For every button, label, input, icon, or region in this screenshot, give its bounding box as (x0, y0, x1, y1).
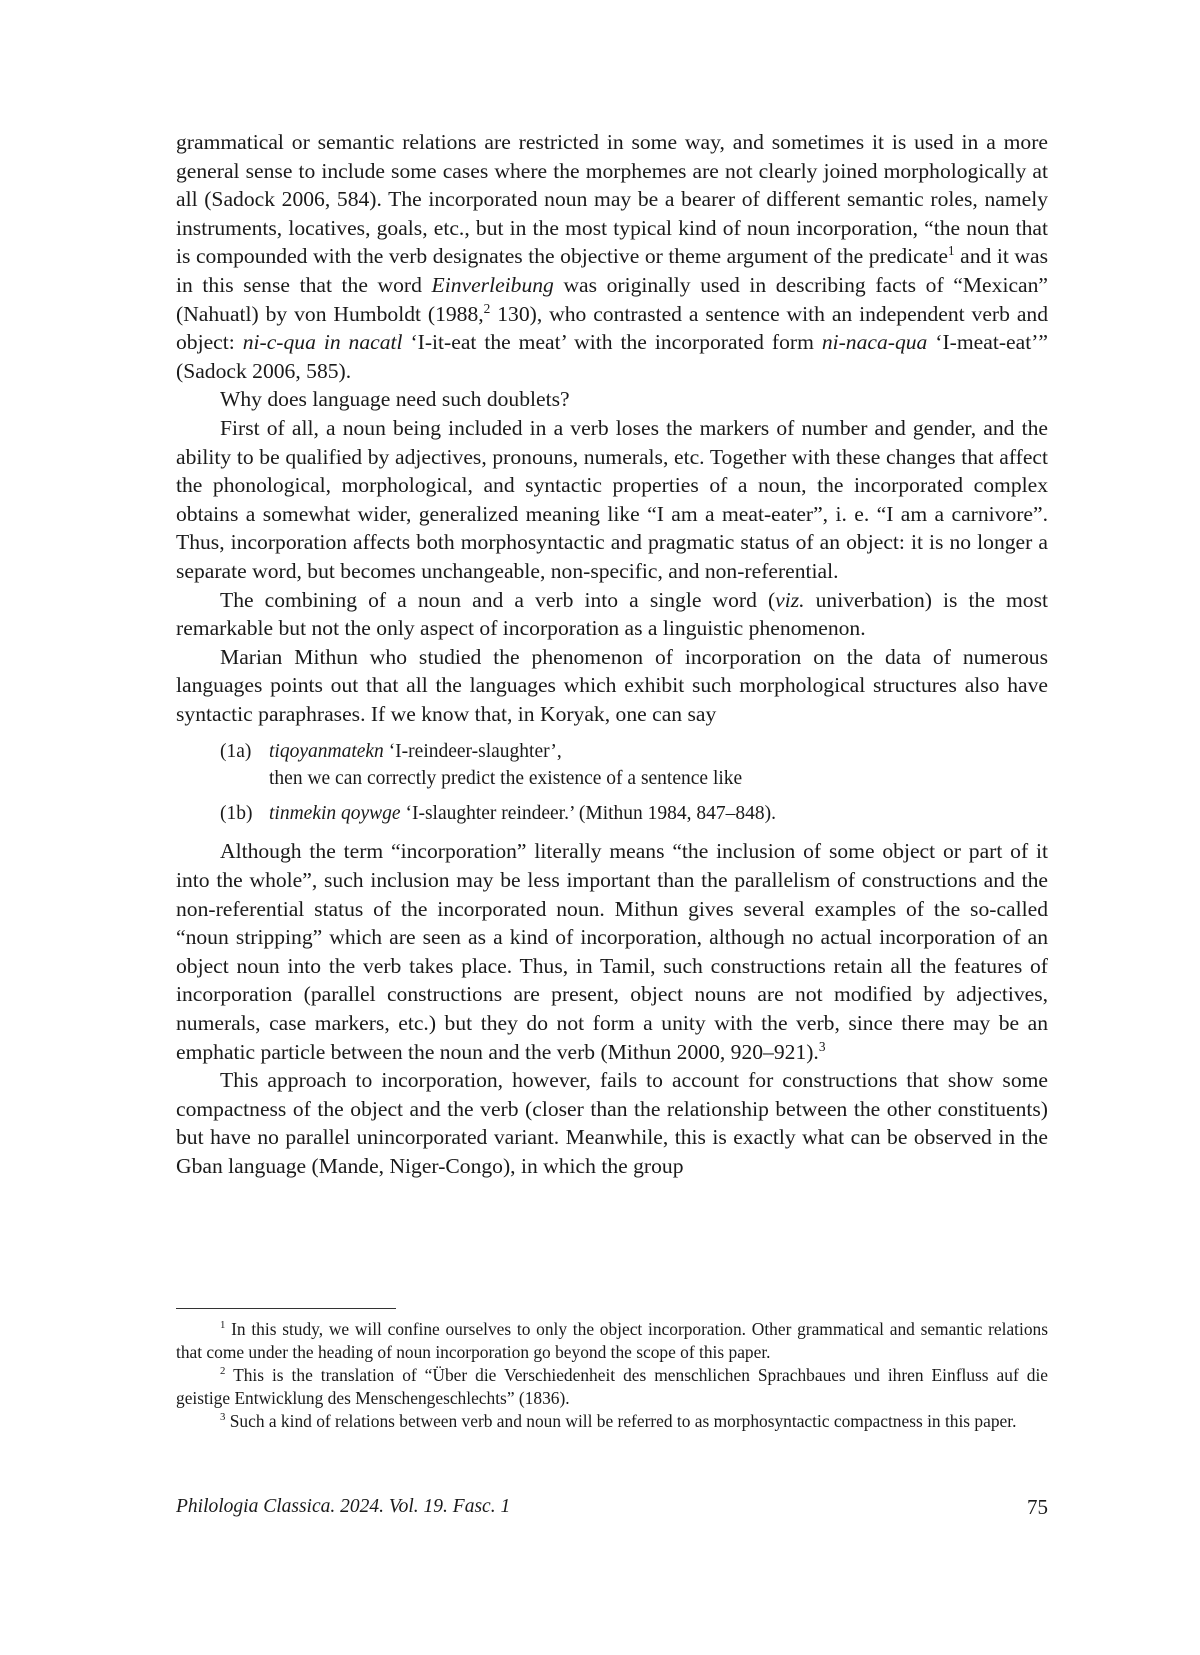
footnote-number: 2 (220, 1365, 226, 1378)
footnote-ref-1[interactable]: 1 (947, 243, 955, 259)
text-span: 130), who contrasted a sentence with an independent verb and object: (176, 301, 1048, 355)
example-content (269, 738, 1048, 765)
footnote-divider (176, 1308, 396, 1309)
footnote-text: In this study, we will confine ourselves to only the object incorporation. Other grammatical and semantic relations that come under the heading of noun incorporation go beyond the scope of this paper. (176, 1319, 1048, 1362)
footnote-text: Such a kind of relations between verb and noun will be referred to as morphosyntactic compactness in this paper. (225, 1411, 1017, 1431)
example-1a (176, 738, 1048, 792)
paragraph-4 (176, 586, 1048, 643)
footnote-ref-2[interactable]: 2 (483, 300, 491, 316)
example-content (269, 800, 1048, 827)
footnotes (176, 1318, 1048, 1433)
footnote-1 (176, 1318, 1048, 1364)
paragraph-1 (176, 128, 1048, 385)
italic-term: viz. (775, 587, 805, 612)
example-gloss: ‘I-slaughter reindeer.’ (Mithun 1984, 847–848). (400, 803, 777, 825)
paragraph-3: First of all, a noun being included in a verb loses the markers of number and gender, and the ability to be qualified by adjectives, pronouns, numerals, etc. Together with these changes that affect the phonological, morphological, and syntactic properties of a noun, the incorporated complex obtains a somewhat wider, generalized meaning like “I am a meat-eater”, i. e. “I am a carnivore”. Thus, incorporation affects both morphosyntactic and pragmatic status of an object: it is no longer a separate word, but becomes unchangeable, non-specific, and non-referential. (176, 415, 1048, 583)
example-number: (1b) (220, 803, 253, 825)
italic-term: Einverleibung (431, 272, 554, 297)
example-number: (1a) (220, 741, 252, 763)
text-span: univerbation) is the most remarkable but not the only aspect of incorporation as a linguistic phenomenon. (176, 587, 1048, 641)
text-span: and it was in this sense that the word (176, 244, 1048, 297)
footnote-3 (176, 1410, 1048, 1433)
text-span: ‘I-meat-eat’” (Sadock 2006, 585). (176, 330, 1048, 383)
page-number: 75 (1027, 1495, 1048, 1519)
journal-citation: Philologia Classica. 2024. Vol. 19. Fasc. 1 (176, 1496, 511, 1517)
example-gloss: ‘I-reindeer-slaughter’, (383, 741, 562, 763)
example-1b (176, 800, 1048, 827)
footnote-text: This is the translation of “Über die Verschiedenheit des menschlichen Sprachbaues und ihren Einfluss auf die geistige Entwicklung des Menschengeschlechts” (1836). (176, 1365, 1048, 1408)
paragraph-6 (176, 837, 1048, 1066)
text-span: Although the term “incorporation” literally means “the inclusion of some object or part of it into the whole”, such inclusion may be less important than the parallelism of constructions and the non-referential status of the incorporated noun. Mithun gives several examples of the so-called “noun stripping” which are seen as a kind of incorporation, although no actual incorporation of an object noun into the verb takes place. Thus, in Tamil, such constructions retain all the features of incorporation (parallel constructions are present, object nouns are not modified by adjectives, numerals, case markers, etc.) but they do not form a unity with the verb, since there may be an emphatic particle between the noun and the verb (Mithun 2000, 920–921). (176, 839, 1048, 1064)
main-text (176, 128, 1048, 1181)
footnote-2 (176, 1364, 1048, 1410)
italic-example: ni-c-qua in nacatl (242, 330, 403, 355)
example-continuation: then we can correctly predict the existence of a sentence like (269, 768, 743, 790)
text-span: was originally used in describing facts of “Mexican” (Nahuatl) by von Humboldt (1988, (176, 272, 1048, 326)
italic-example: ni-naca-qua (821, 330, 928, 355)
footnote-number: 3 (220, 1411, 226, 1424)
page-footer (176, 1492, 1048, 1522)
text-span: The combining of a noun and a verb into a single word ( (220, 587, 776, 612)
example-word: tiqoyanmatekn (269, 741, 384, 763)
footnote-ref-3[interactable]: 3 (818, 1038, 826, 1054)
paragraph-7: This approach to incorporation, however, fails to account for constructions that show some compactness of the object and the verb (closer than the relationship between the other constituents) but have no parallel unincorporated variant. Meanwhile, this is exactly what can be observed in the Gban language (Mande, Niger-Congo), in which the group (176, 1068, 1048, 1178)
paragraph-5: Marian Mithun who studied the phenomenon of incorporation on the data of numerous languages points out that all the languages which exhibit such morphological structures also have syntactic paraphrases. If we know that, in Koryak, one can say (176, 644, 1048, 726)
paragraph-2: Why does language need such doublets? (220, 387, 570, 412)
text-span: ‘I-it-eat the meat’ with the incorporated form (402, 330, 822, 355)
footnote-number: 1 (220, 1319, 226, 1332)
example-word: tinmekin qoywge (269, 803, 401, 825)
text-span: grammatical or semantic relations are restricted in some way, and sometimes it is used in a more general sense to include some cases where the morphemes are not clearly joined morphologically at all (Sadock 2006, 584). The incorporated noun may be a bearer of different semantic roles, namely instruments, locatives, goals, etc., but in the most typical kind of noun incorporation, “the noun that is compounded with the verb designates the objective or theme argument of the predicate (176, 130, 1048, 269)
